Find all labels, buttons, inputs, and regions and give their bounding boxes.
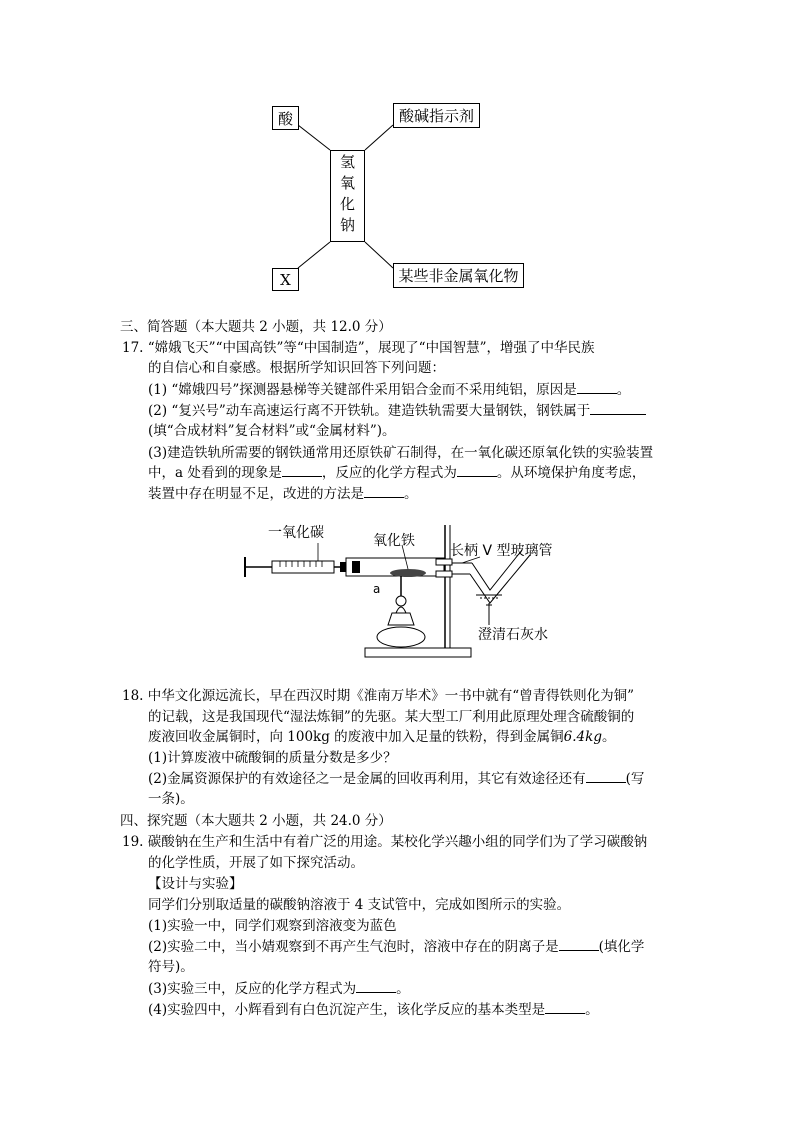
q19-answer-blank-3[interactable] — [545, 1001, 585, 1014]
q17-line2: 的自信心和自豪感。根据所学知识回答下列问题： — [148, 360, 445, 376]
q17-part3-text-d: 装置中存在明显不足，改进的方法是 — [148, 486, 364, 502]
q18-part2-text: (2)金属资源保护的有效途径之一是金属的回收再利用，其它有效途径还有 — [148, 771, 586, 787]
q17-answer-blank-3[interactable] — [282, 464, 322, 477]
q17-part3-line3 — [148, 484, 418, 504]
q19-part2-text: (2)实验二中，当小婧观察到不再产生气泡时，溶液中存在的阴离子是 — [148, 939, 559, 955]
diagram-box-nonmetal-oxide: 某些非金属氧化物 — [393, 263, 524, 288]
q19-part2-cont: 符号)。 — [148, 959, 194, 975]
diagram-box-acid: 酸 — [272, 106, 299, 130]
q19-line3: 【设计与实验】 — [148, 876, 243, 892]
q17-part3-line2 — [148, 463, 645, 483]
q18-answer-blank[interactable] — [586, 770, 626, 783]
label-limewater: 澄清石灰水 — [478, 627, 548, 643]
q18-part2 — [148, 769, 644, 789]
q17-part3-text-b: ，反应的化学方程式为 — [321, 465, 457, 481]
q19-part4-text: (4)实验四中，小辉看到有白色沉淀产生，该化学反应的基本类型是 — [148, 1002, 546, 1018]
q18-mass: 6.4kg — [563, 729, 602, 745]
q19-line4: 同学们分别取适量的碳酸钠溶液于 4 支试管中，完成如图所示的实验。 — [148, 897, 571, 913]
label-a: a — [373, 582, 381, 596]
label-v-tube: 长柄 V 型玻璃管 — [450, 543, 553, 559]
q19-part1: (1)实验一中，同学们观察到溶液变为蓝色 — [148, 918, 397, 934]
q17-part3-text-c: 。从环境保护角度考虑， — [496, 465, 646, 481]
q19-part2 — [148, 937, 644, 957]
q17-part1-text: (1) “嫦娥四号”探测器悬梯等关键部件采用铝合金而不采用纯铝，原因是 — [148, 382, 577, 398]
q18-line2: 的记载，这是我国现代“湿法炼铜”的先驱。某大型工厂利用此原理处理含硫酸铜的 — [148, 709, 635, 725]
q17-part1-end: 。 — [616, 382, 631, 398]
q17-part3-text-e: 。 — [404, 486, 418, 502]
q19-part3 — [148, 979, 410, 999]
q18-part1: (1)计算废液中硫酸铜的质量分数是多少？ — [148, 750, 397, 766]
q17-part2 — [148, 401, 646, 421]
q18-part2-end: (写 — [625, 771, 645, 787]
section4-heading: 四、探究题（本大题共 2 小题，共 24.0 分） — [120, 813, 392, 829]
q19-part2-end: (填化学 — [598, 939, 645, 955]
q18-line3-end: 。 — [601, 729, 616, 745]
q17-line1: 17. “嫦娥飞天”“中国高铁”等“中国制造”，展现了“中国智慧”，增强了中华民族 — [122, 340, 595, 356]
q17-answer-blank-1[interactable] — [577, 381, 617, 394]
q19-line2: 的化学性质，开展了如下探究活动。 — [148, 855, 364, 871]
q19-part3-text: (3)实验三中，反应的化学方程式为 — [148, 981, 357, 997]
diagram-box-naoh: 氢氧化钠 — [330, 150, 365, 242]
label-iron-oxide: 氧化铁 — [373, 533, 415, 549]
q17-part1 — [148, 380, 630, 400]
q19-line1: 19. 碳酸钠在生产和生活中有着广泛的用途。某校化学兴趣小组的同学们为了学习碳酸钠 — [122, 834, 648, 850]
section3-heading: 三、简答题（本大题共 2 小题，共 12.0 分） — [120, 319, 392, 335]
q18-line3-text: 废液回收金属铜时，向 100kg 的废液中加入足量的铁粉，得到金属铜 — [148, 729, 564, 745]
label-carbon-monoxide: 一氧化碳 — [268, 525, 324, 541]
diagram-box-indicator: 酸碱指示剂 — [393, 103, 480, 128]
diagram-box-x: X — [272, 268, 299, 291]
q19-answer-blank-2[interactable] — [356, 980, 396, 993]
q17-part2-cont: (填“合成材料”复合材料”或“金属材料”)。 — [148, 423, 396, 439]
q19-answer-blank-1[interactable] — [559, 938, 599, 951]
q19-part3-end: 。 — [396, 981, 410, 997]
q17-part3-text-a: 中，a 处看到的现象是 — [148, 465, 282, 481]
q18-part2-cont: 一条)。 — [148, 791, 194, 807]
q17-answer-blank-5[interactable] — [364, 485, 404, 498]
q19-part4 — [148, 1000, 599, 1020]
q19-part4-end: 。 — [585, 1002, 599, 1018]
q17-part2-text: (2) “复兴号”动车高速运行离不开铁轨。建造铁轨需要大量钢铁，钢铁属于 — [148, 403, 591, 419]
q17-part3: (3)建造铁轨所需要的钢铁通常用还原铁矿石制得，在一氧化碳还原氧化铁的实验装置 — [148, 445, 654, 461]
q18-line3 — [148, 727, 615, 747]
q17-answer-blank-2[interactable] — [590, 402, 646, 415]
q17-answer-blank-4[interactable] — [457, 464, 497, 477]
q18-line1: 18. 中华文化源远流长，早在西汉时期《淮南万毕术》一书中就有“曾青得铁则化为铜” — [122, 688, 635, 704]
concept-diagram-lines — [0, 0, 794, 300]
